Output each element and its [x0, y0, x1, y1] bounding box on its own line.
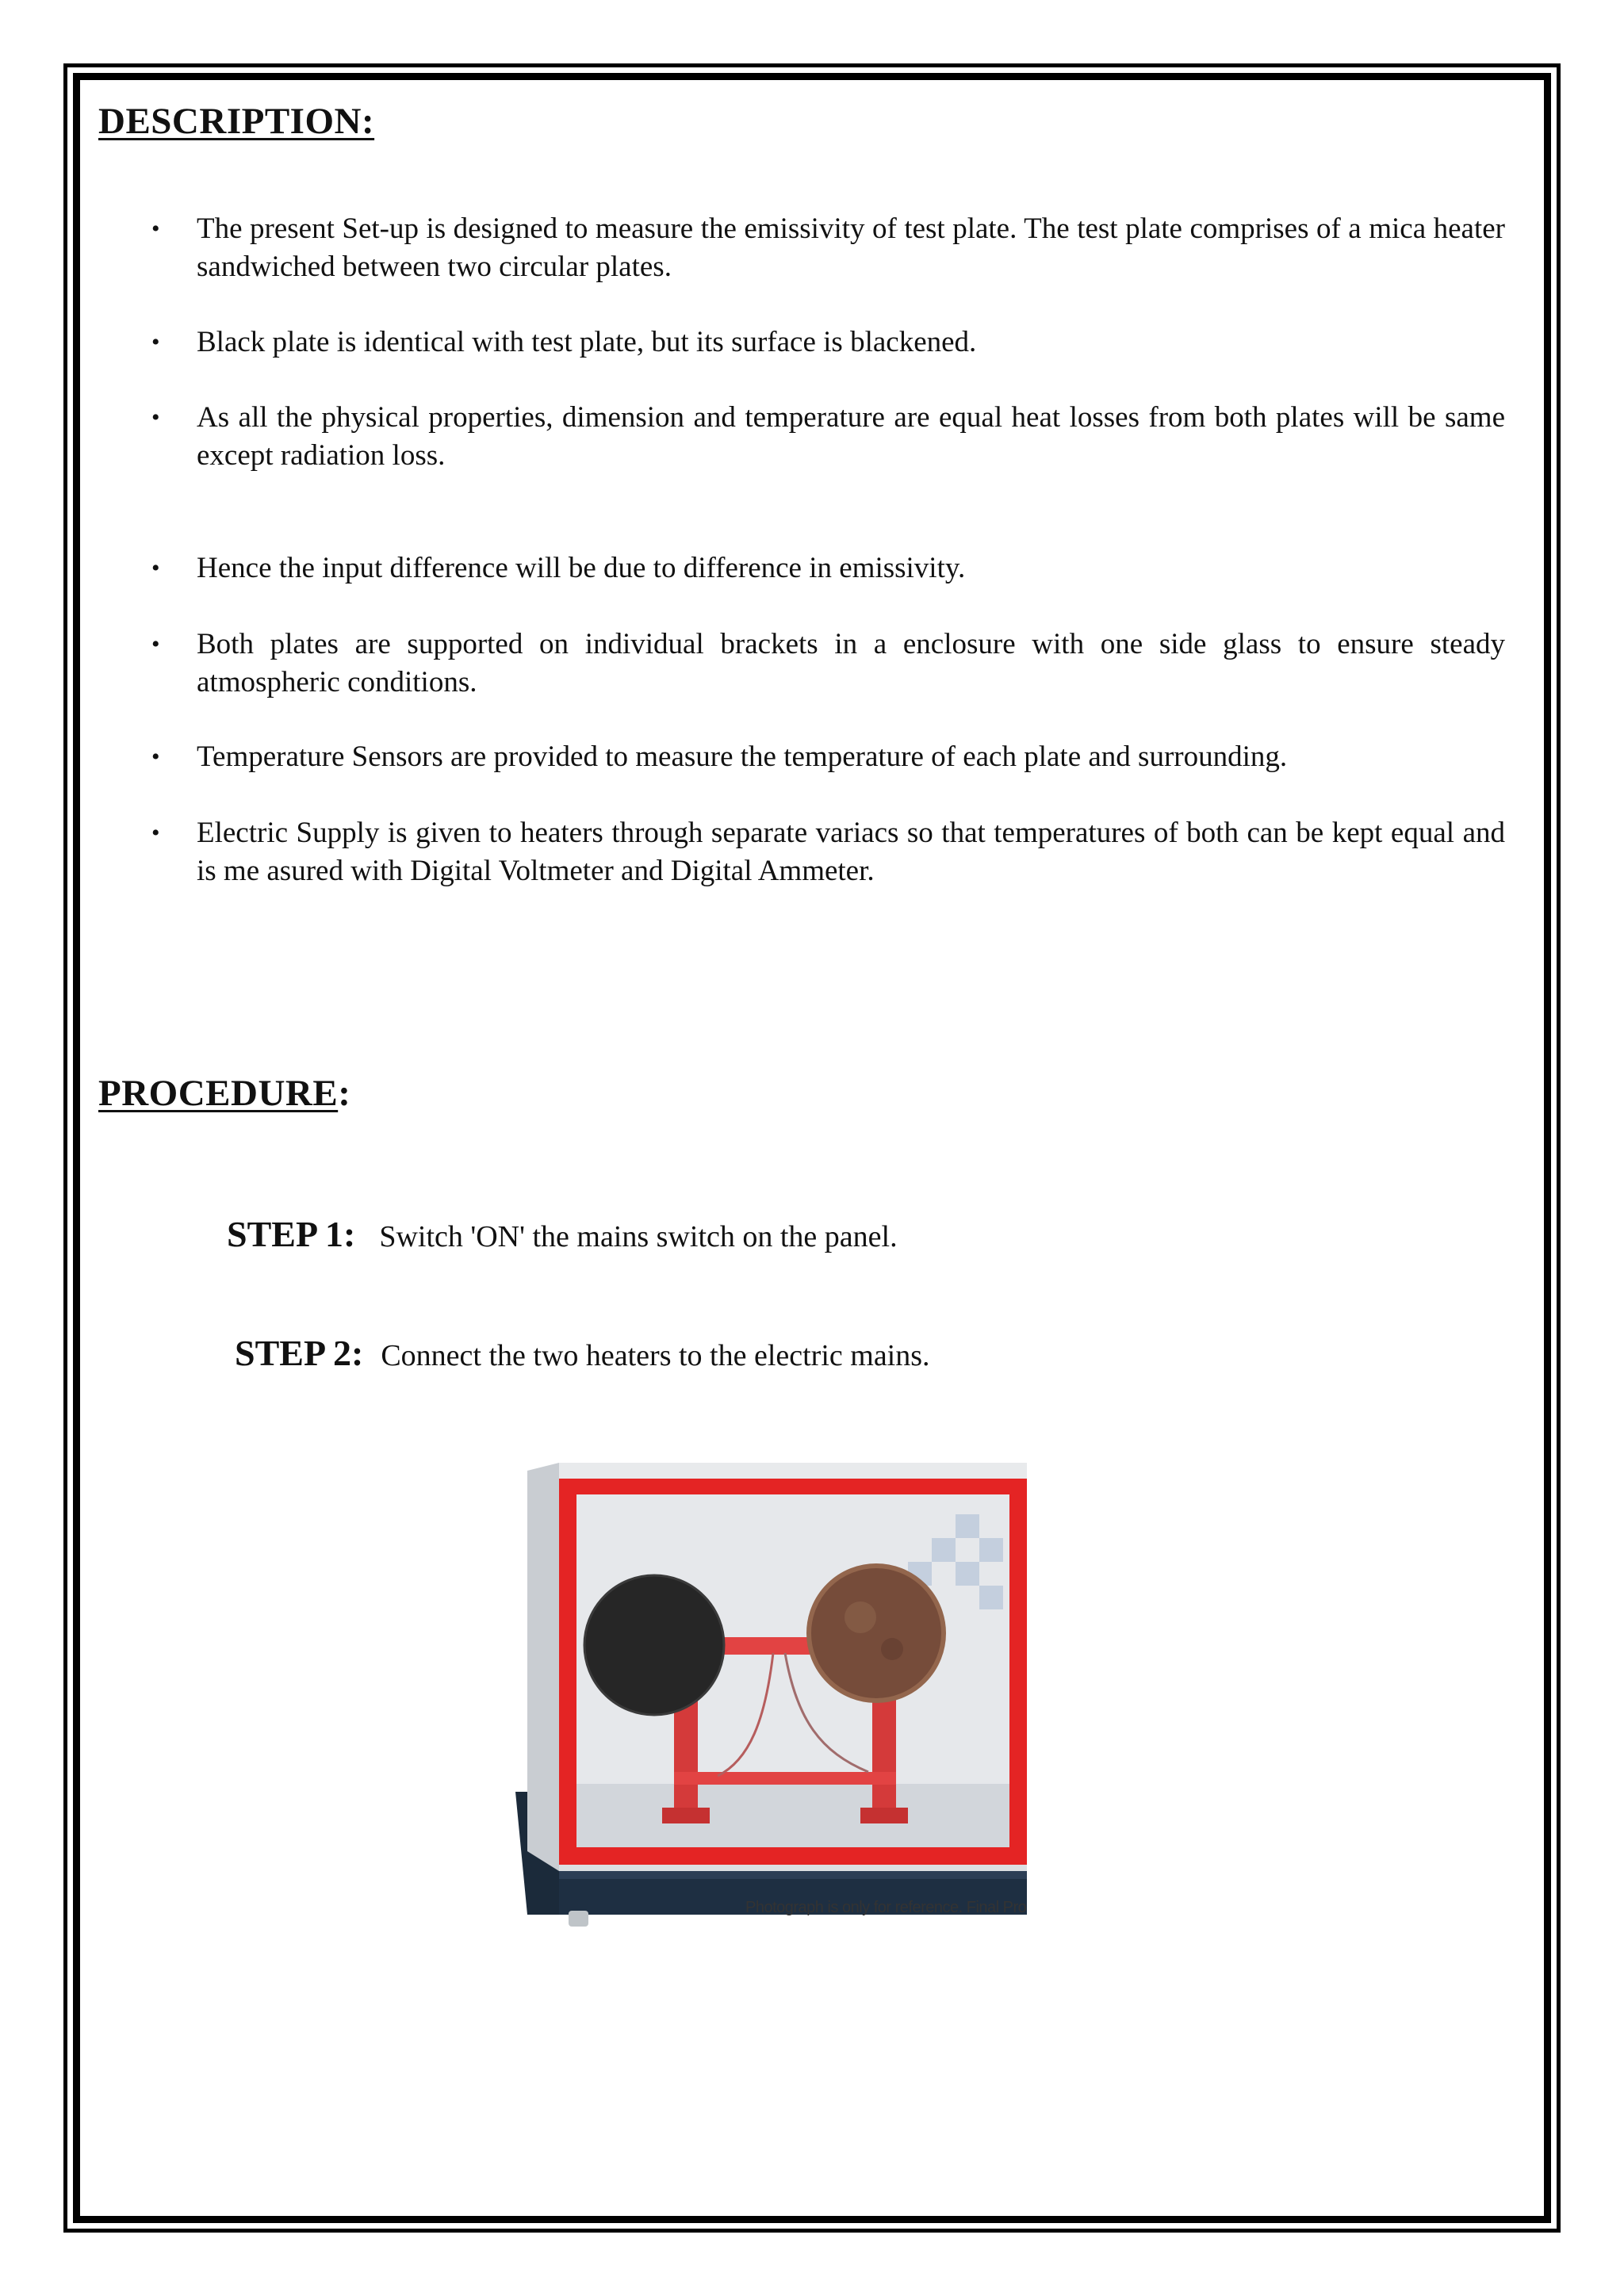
photo-caption: Photograph is only for reference. Final Pro: [745, 1899, 1027, 1916]
list-item: • Hence the input difference will be due to difference in emissivity.: [197, 549, 1505, 587]
bullet-dot-icon: •: [151, 216, 160, 242]
list-item: • Electric Supply is given to heaters through separate variacs so that temperatures of both can be kept equal and is me asured with Digital Voltmeter and Digital Ammeter.: [197, 814, 1505, 890]
procedure-step-1: STEP 1: Switch 'ON' the mains switch on the panel.: [227, 1214, 898, 1254]
bullet-dot-icon: •: [151, 631, 160, 657]
list-item: • The present Set-up is designed to measure the emissivity of test plate. The test plate comprises of a mica heater sandwiched between two circular plates.: [197, 210, 1505, 286]
procedure-step-2: STEP 2: Connect the two heaters to the electric mains.: [235, 1333, 930, 1373]
list-item: • Temperature Sensors are provided to measure the temperature of each plate and surrounding.: [197, 738, 1505, 776]
list-item: • As all the physical properties, dimension and temperature are equal heat losses from both plates will be same except radiation loss.: [197, 399, 1505, 475]
description-heading: DESCRIPTION:: [98, 101, 375, 142]
bullet-dot-icon: •: [151, 820, 160, 846]
bullet-dot-icon: •: [151, 329, 160, 355]
bullet-dot-icon: •: [151, 744, 160, 770]
apparatus-photo: [511, 1459, 1035, 1934]
bullet-dot-icon: •: [151, 555, 160, 581]
list-item: • Black plate is identical with test plate, but its surface is blackened.: [197, 323, 1505, 362]
list-item: • Both plates are supported on individual brackets in a enclosure with one side glass to ensure steady atmospheric conditions.: [197, 626, 1505, 702]
procedure-heading: PROCEDURE:: [98, 1073, 351, 1114]
bullet-dot-icon: •: [151, 404, 160, 430]
